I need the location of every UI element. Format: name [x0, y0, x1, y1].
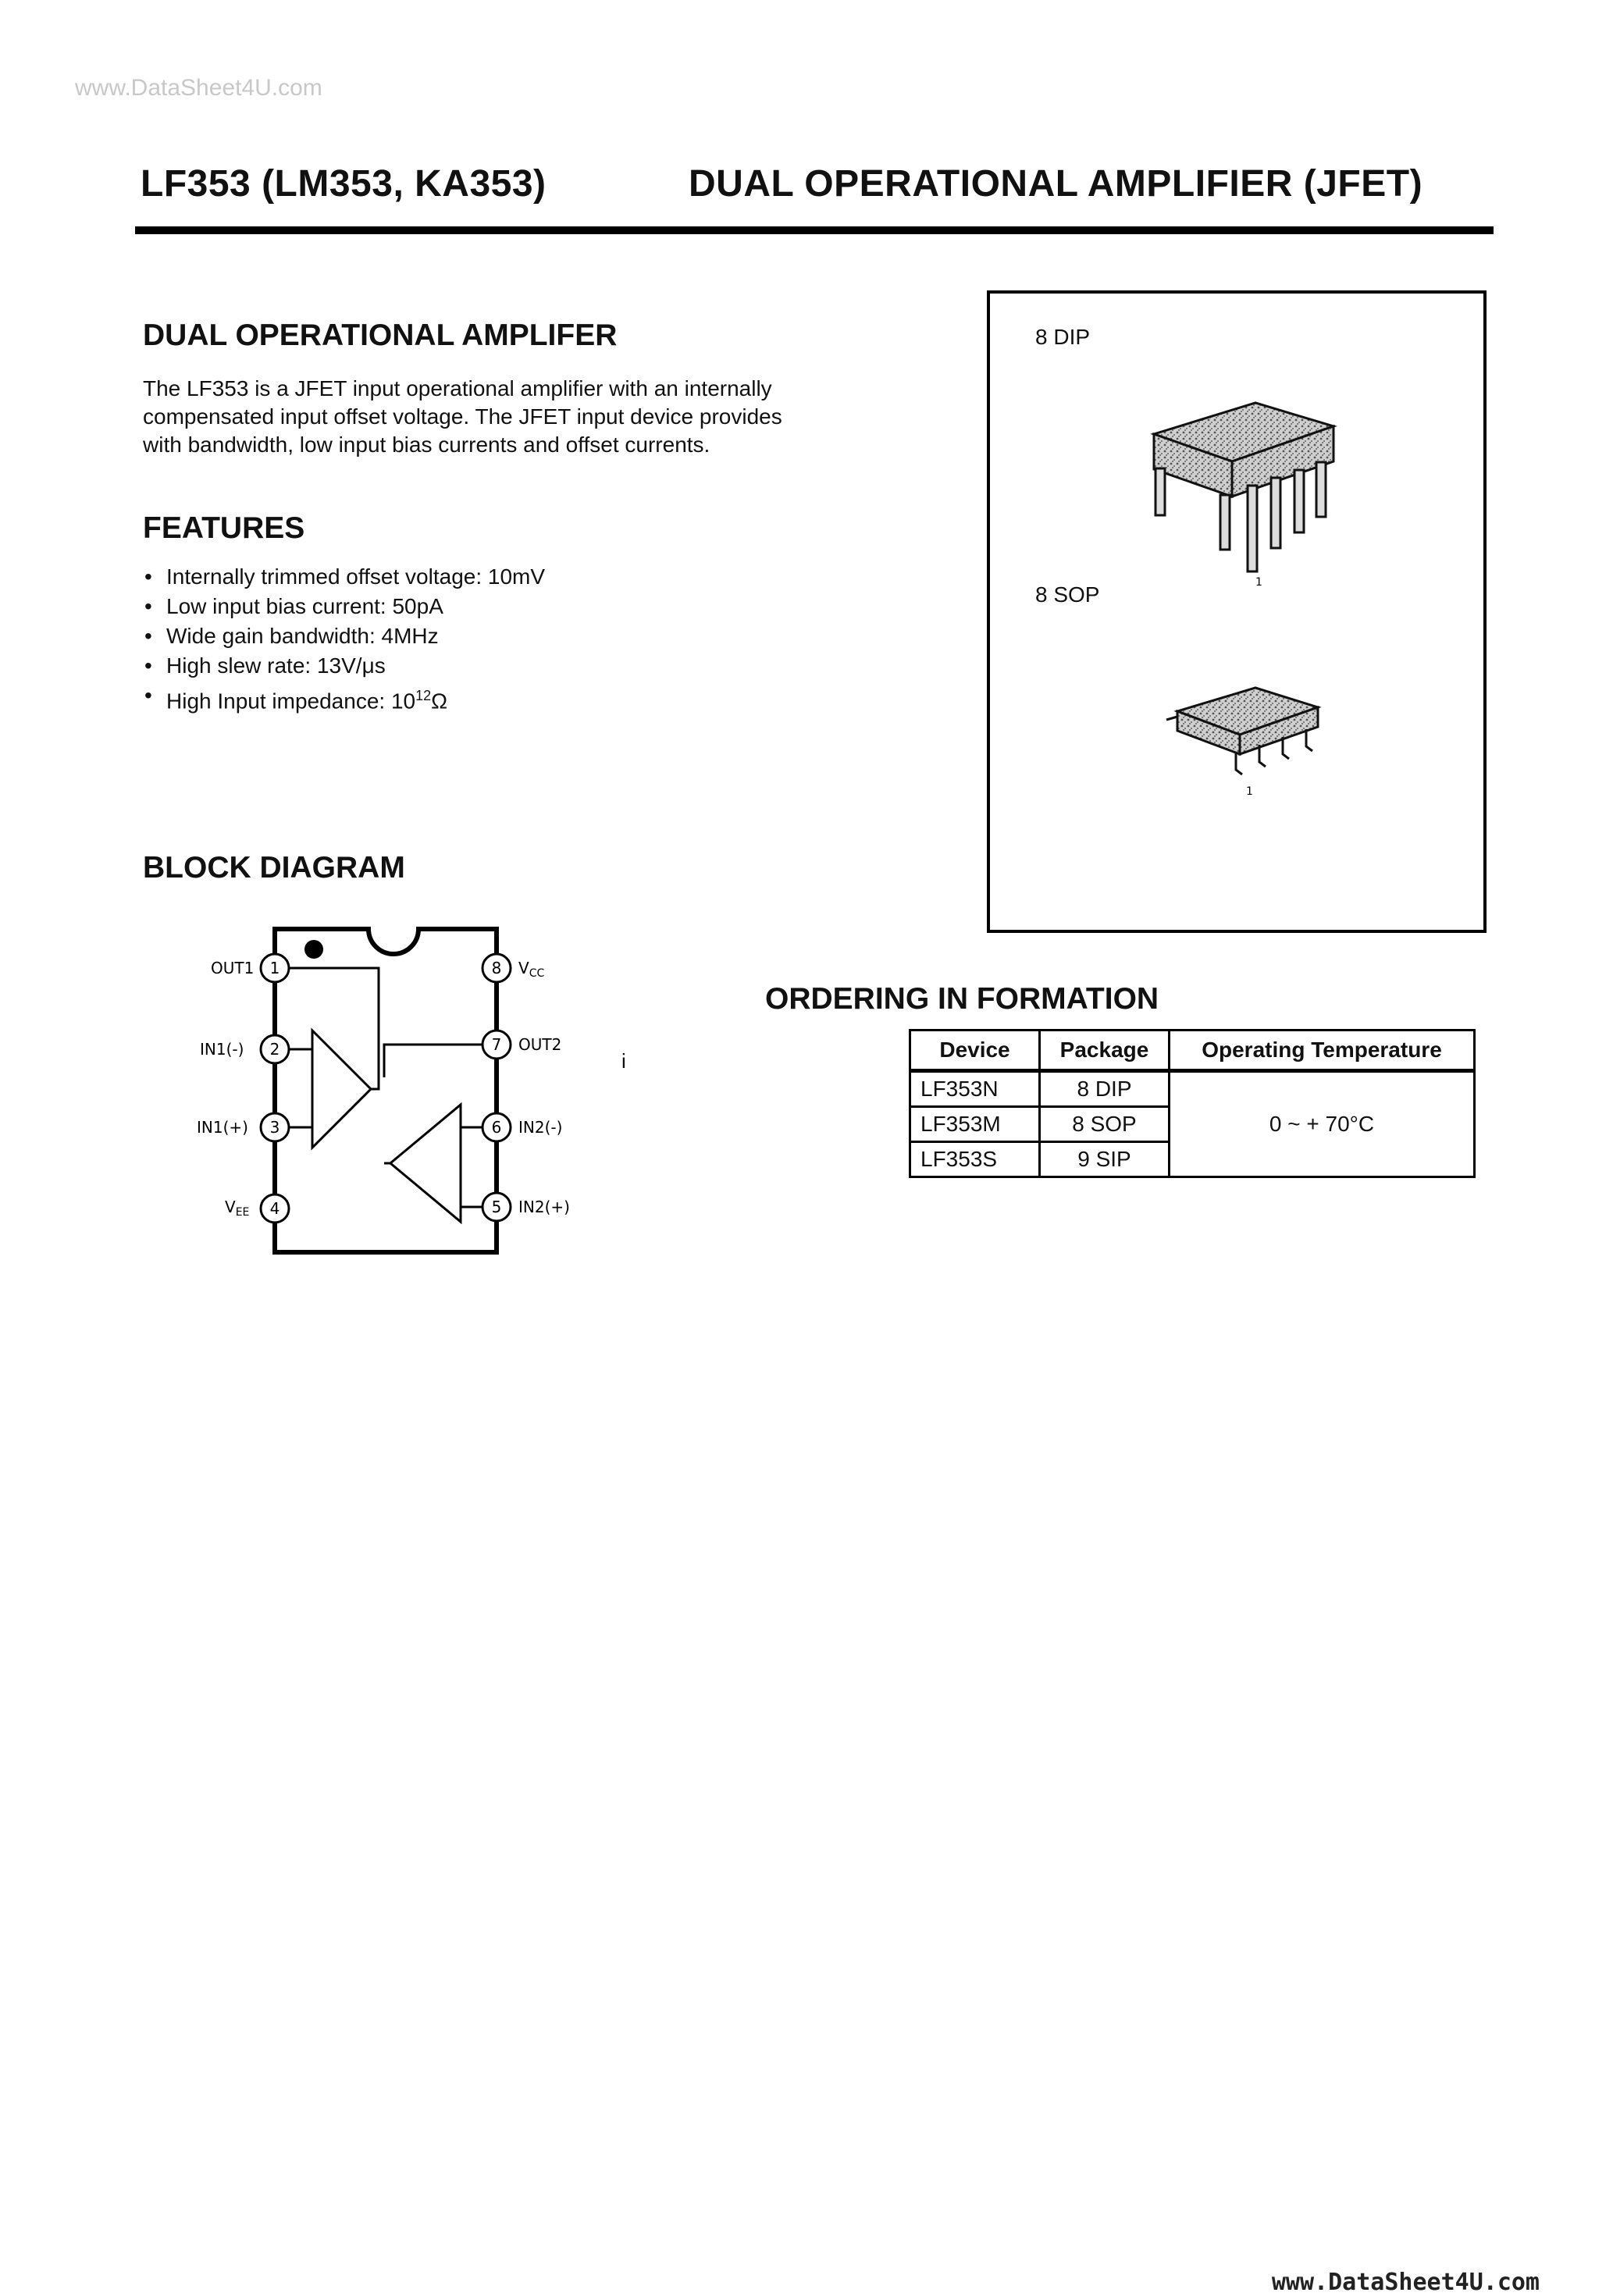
watermark-bottom: www.DataSheet4U.com [1271, 2269, 1540, 2296]
sop-package-image [1162, 668, 1333, 801]
label-out1: OUT1 [211, 959, 255, 977]
block-diagram-heading: BLOCK DIAGRAM [143, 851, 405, 885]
sop-label: 8 SOP [1035, 582, 1100, 607]
ordering-heading: ORDERING IN FORMATION [765, 982, 1159, 1016]
label-out2: OUT2 [518, 1035, 562, 1054]
pin-7-number: 7 [491, 1035, 502, 1054]
pin-4-number: 4 [269, 1199, 280, 1218]
intro-paragraph [143, 375, 861, 459]
sop-pin-one: 1 [1246, 785, 1253, 798]
label-in1-neg: IN1(-) [200, 1040, 244, 1059]
dip-label: 8 DIP [1035, 325, 1091, 349]
col-device: Device [910, 1031, 1040, 1071]
document-title: DUAL OPERATIONAL AMPLIFIER (JFET) [689, 163, 1423, 205]
pin-one-marker [304, 940, 323, 959]
label-in2-neg: IN2(-) [518, 1118, 563, 1137]
table-header-row [910, 1031, 1475, 1071]
package-box [987, 290, 1487, 933]
label-in1-pos: IN1(+) [197, 1118, 248, 1137]
feature-text: High Input impedance: 10 [166, 689, 416, 714]
op-amp-2 [390, 1105, 461, 1222]
pin-1-number: 1 [269, 959, 280, 977]
feature-item [143, 592, 545, 621]
temperature-cell: 0 ~ + 70°C [1170, 1071, 1475, 1177]
feature-text: High slew rate: 13V/ [166, 653, 362, 678]
features-heading: FEATURES [143, 511, 305, 545]
feature-item [143, 621, 545, 651]
col-package: Package [1040, 1031, 1170, 1071]
impedance-unit: Ω [431, 689, 448, 714]
feature-text: Wide gain bandwidth: 4MHz [166, 624, 439, 648]
block-diagram [187, 913, 640, 1265]
feature-item [143, 651, 545, 681]
dip-pin-one: 1 [1255, 576, 1262, 589]
feature-item [143, 681, 545, 716]
package-cell: 8 SOP [1040, 1107, 1170, 1142]
watermark-top: www.DataSheet4U.com [75, 75, 322, 101]
device-cell: LF353M [910, 1107, 1040, 1142]
pin-2-number: 2 [269, 1040, 280, 1059]
intro-line: with bandwidth, low input bias currents and offset currents. [143, 433, 710, 457]
dip-package-image [1138, 387, 1349, 590]
features-list [143, 562, 545, 716]
device-cell: LF353S [910, 1142, 1040, 1177]
op-amp-1 [312, 1031, 371, 1148]
package-cell: 8 DIP [1040, 1071, 1170, 1107]
stray-mark: i [621, 1049, 626, 1073]
ordering-table [909, 1029, 1476, 1178]
package-cell: 9 SIP [1040, 1142, 1170, 1177]
feature-text: Internally trimmed offset voltage: 10mV [166, 564, 546, 589]
pin-6-number: 6 [491, 1118, 502, 1137]
impedance-exponent: 12 [415, 688, 432, 703]
label-vcc: $V_{CC}$ [518, 959, 545, 980]
label-vee: $V_{EE}$ [225, 1198, 250, 1219]
intro-heading: DUAL OPERATIONAL AMPLIFER [143, 319, 618, 352]
device-cell: LF353N [910, 1071, 1040, 1107]
pin-3-number: 3 [269, 1118, 280, 1137]
table-row [910, 1071, 1475, 1107]
intro-line: The LF353 is a JFET input operational amplifier with an internally [143, 376, 772, 400]
package-outline [275, 929, 497, 1252]
feature-item [143, 562, 545, 592]
title-divider [135, 226, 1494, 234]
col-temperature: Operating Temperature [1170, 1031, 1475, 1071]
pin-8-number: 8 [491, 959, 502, 977]
slew-unit: μs [361, 653, 386, 678]
part-numbers-title: LF353 (LM353, KA353) [141, 163, 547, 205]
feature-text: Low input bias current: 50pA [166, 594, 443, 618]
label-in2-pos: IN2(+) [518, 1198, 570, 1216]
pin-5-number: 5 [491, 1198, 502, 1216]
intro-line: compensated input offset voltage. The JFET input device provides [143, 404, 782, 429]
